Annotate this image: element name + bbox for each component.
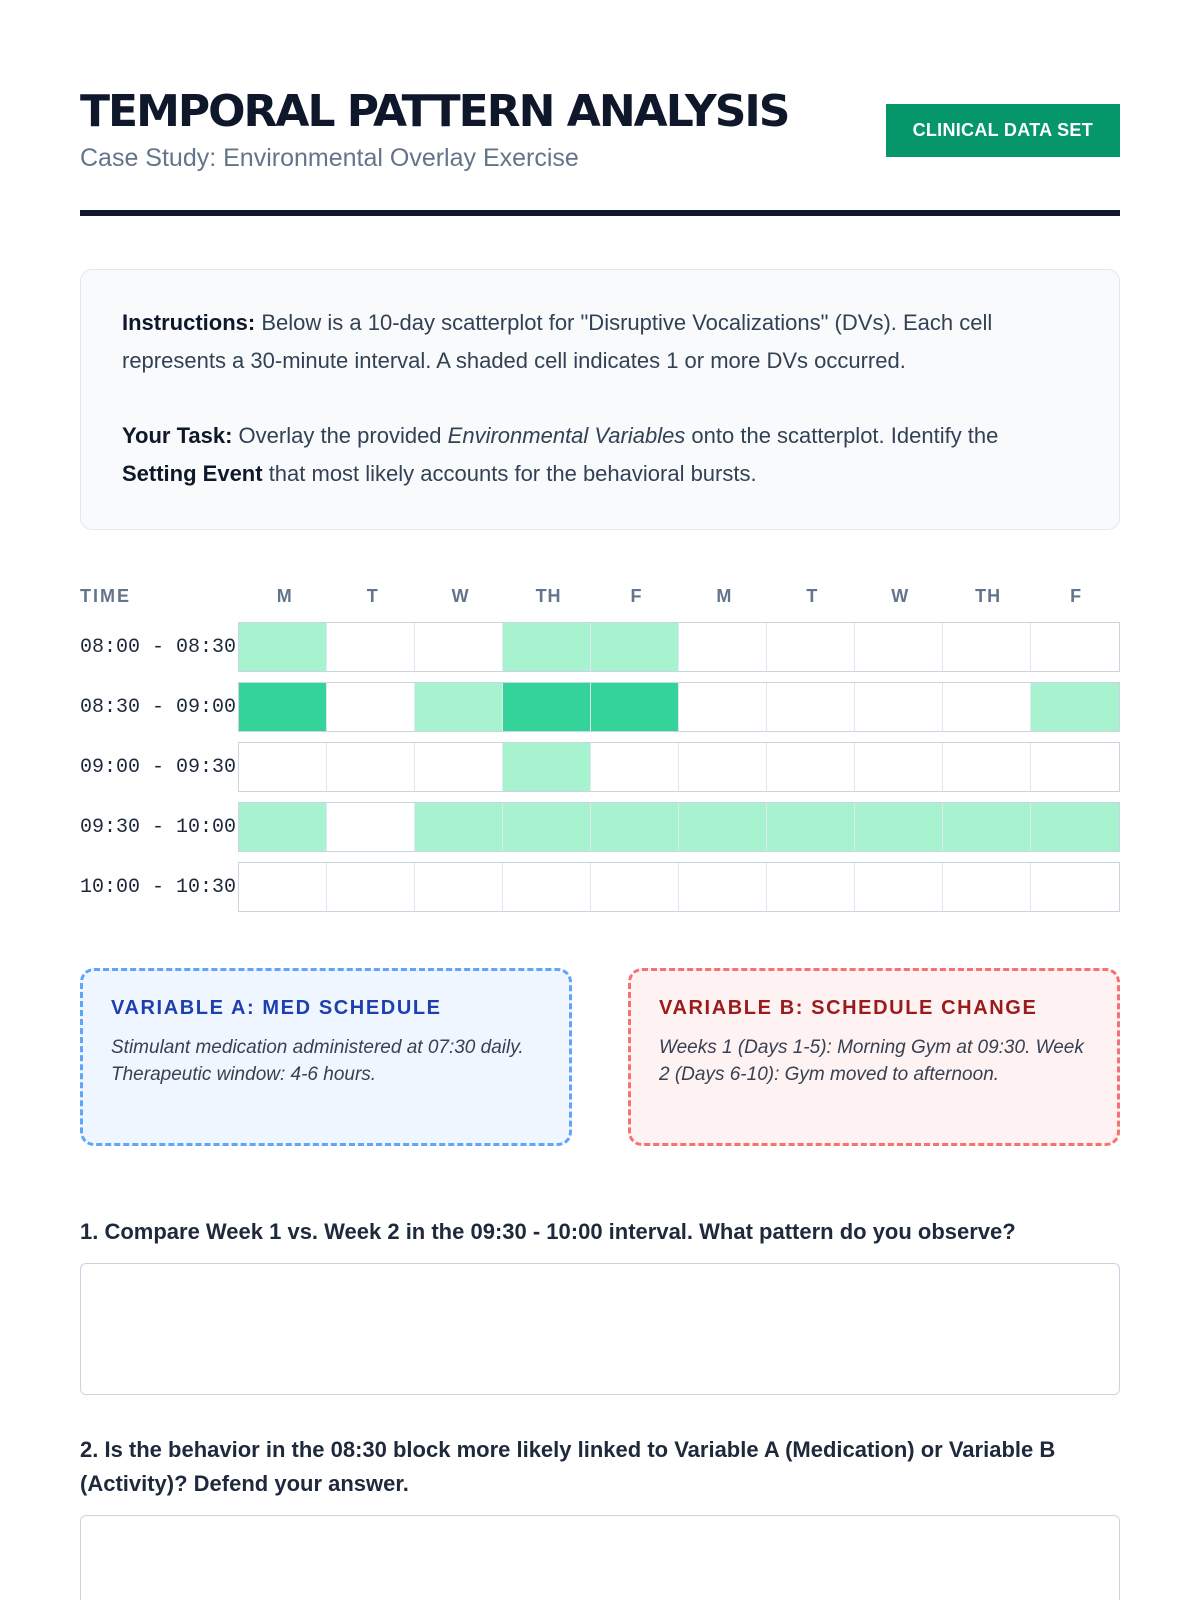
scatter-cell-empty	[855, 743, 943, 791]
environmental-variables	[80, 968, 1120, 1146]
question-1: 1. Compare Week 1 vs. Week 2 in the 09:30 - 10:00 interval. What pattern do you observe?	[80, 1219, 1016, 1244]
interval-cells	[238, 622, 1120, 672]
day-header: W	[891, 585, 910, 606]
scatter-cell-empty	[943, 683, 1031, 731]
page-title: TEMPORAL PATTERN ANALYSIS	[80, 86, 789, 137]
scatter-cell-empty	[239, 863, 327, 911]
clinical-data-badge: CLINICAL DATA SET	[886, 104, 1120, 157]
scatter-cell-shaded	[767, 803, 855, 851]
scatter-cell-shaded	[591, 683, 679, 731]
variable-a-title: VARIABLE A: MED SCHEDULE	[111, 997, 442, 1019]
interval-row	[80, 621, 1120, 673]
scatter-cell-shaded	[591, 803, 679, 851]
scatter-cell-empty	[767, 743, 855, 791]
day-header: TH	[535, 585, 562, 606]
time-column-header: TIME	[80, 585, 131, 606]
scatter-cell-shaded	[503, 623, 591, 671]
scatter-cell-empty	[503, 863, 591, 911]
scatter-cell-shaded	[415, 803, 503, 851]
scatter-cell-shaded	[1031, 803, 1119, 851]
answer-box-1[interactable]	[80, 1263, 1120, 1395]
variable-b-card	[628, 968, 1120, 1146]
instructions-text: Below is a 10-day scatterplot for "Disruptive Vocalizations" (DVs). Each cell represents a 30-minute interval. A shaded cell indicates 1 or more DVs occurred.	[122, 310, 993, 373]
scatter-cell-empty	[327, 623, 415, 671]
scatter-cell-empty	[1031, 623, 1119, 671]
task-text-b: onto the scatterplot. Identify the	[685, 423, 999, 448]
task-setting-event: Setting Event	[122, 461, 263, 486]
day-header: W	[451, 585, 470, 606]
scatter-cell-empty	[1031, 863, 1119, 911]
interval-cells	[238, 742, 1120, 792]
day-header: M	[276, 585, 293, 606]
interval-time-label: 08:30 - 09:00	[80, 695, 237, 719]
scatter-cell-shaded	[943, 803, 1031, 851]
scatter-cell-empty	[855, 683, 943, 731]
task-text-c: that most likely accounts for the behavioral bursts.	[262, 461, 757, 486]
scatter-cell-shaded	[1031, 683, 1119, 731]
scatter-cell-shaded	[503, 803, 591, 851]
day-header: TH	[975, 585, 1002, 606]
interval-row	[80, 861, 1120, 913]
scatter-cell-empty	[327, 803, 415, 851]
interval-cells	[238, 862, 1120, 912]
interval-row	[80, 801, 1120, 853]
scatter-cell-empty	[327, 743, 415, 791]
day-header: T	[366, 585, 379, 606]
interval-time-label: 10:00 - 10:30	[80, 875, 237, 899]
scatter-cell-empty	[679, 683, 767, 731]
variable-a-card	[80, 968, 572, 1146]
variable-b-text: Weeks 1 (Days 1-5): Morning Gym at 09:30. Week 2 (Days 6-10): Gym moved to afternoon.	[659, 1037, 1084, 1085]
scatter-cell-shaded	[591, 623, 679, 671]
scatter-cell-shaded	[239, 683, 327, 731]
scatter-cell-empty	[1031, 743, 1119, 791]
scatter-cell-empty	[327, 863, 415, 911]
scatter-cell-empty	[943, 863, 1031, 911]
scatter-cell-shaded	[503, 743, 591, 791]
scatter-cell-empty	[943, 623, 1031, 671]
scatter-cell-empty	[767, 683, 855, 731]
answer-box-2[interactable]	[80, 1515, 1120, 1600]
scatter-cell-empty	[679, 863, 767, 911]
task-emphasis: Environmental Variables	[447, 423, 686, 448]
scatterplot-header-row	[80, 579, 1120, 613]
scatter-cell-empty	[767, 623, 855, 671]
scatter-cell-shaded	[415, 683, 503, 731]
interval-cells	[238, 682, 1120, 732]
instructions-label: Instructions:	[122, 310, 256, 335]
scatter-cell-empty	[415, 863, 503, 911]
scatter-cell-empty	[679, 743, 767, 791]
scatter-cell-shaded	[855, 803, 943, 851]
scatter-cell-empty	[855, 623, 943, 671]
scatter-cell-empty	[679, 623, 767, 671]
instructions-box	[80, 269, 1120, 530]
scatter-cell-empty	[855, 863, 943, 911]
interval-cells	[238, 802, 1120, 852]
variable-a-text: Stimulant medication administered at 07:30 daily. Therapeutic window: 4-6 hours.	[111, 1037, 524, 1085]
scatter-cell-shaded	[239, 623, 327, 671]
scatter-cell-empty	[591, 863, 679, 911]
scatter-cell-empty	[591, 743, 679, 791]
scatter-cell-empty	[943, 743, 1031, 791]
day-header: T	[806, 585, 819, 606]
variable-b-title: VARIABLE B: SCHEDULE CHANGE	[659, 997, 1038, 1019]
interval-row	[80, 681, 1120, 733]
task-label: Your Task:	[122, 423, 233, 448]
scatter-cell-shaded	[679, 803, 767, 851]
interval-time-label: 09:30 - 10:00	[80, 815, 237, 839]
day-header: M	[716, 585, 733, 606]
task-paragraph	[122, 417, 1079, 493]
scatterplot	[80, 579, 1120, 913]
scatter-cell-empty	[415, 623, 503, 671]
page-header	[80, 82, 1120, 216]
scatter-cell-empty	[327, 683, 415, 731]
question-2: 2. Is the behavior in the 08:30 block more likely linked to Variable A (Medication) or Variable B (Activity)? Defend your answer.	[80, 1437, 1056, 1496]
instructions-paragraph	[122, 304, 1079, 380]
scatter-cell-empty	[239, 743, 327, 791]
interval-row	[80, 741, 1120, 793]
scatter-cell-shaded	[503, 683, 591, 731]
interval-time-label: 09:00 - 09:30	[80, 755, 237, 779]
interval-time-label: 08:00 - 08:30	[80, 635, 237, 659]
scatter-cell-shaded	[239, 803, 327, 851]
day-header: F	[630, 585, 643, 606]
task-text-a: Overlay the provided	[232, 423, 448, 448]
scatter-cell-empty	[415, 743, 503, 791]
scatter-cell-empty	[767, 863, 855, 911]
day-header: F	[1070, 585, 1083, 606]
page-subtitle: Case Study: Environmental Overlay Exercise	[80, 144, 579, 172]
